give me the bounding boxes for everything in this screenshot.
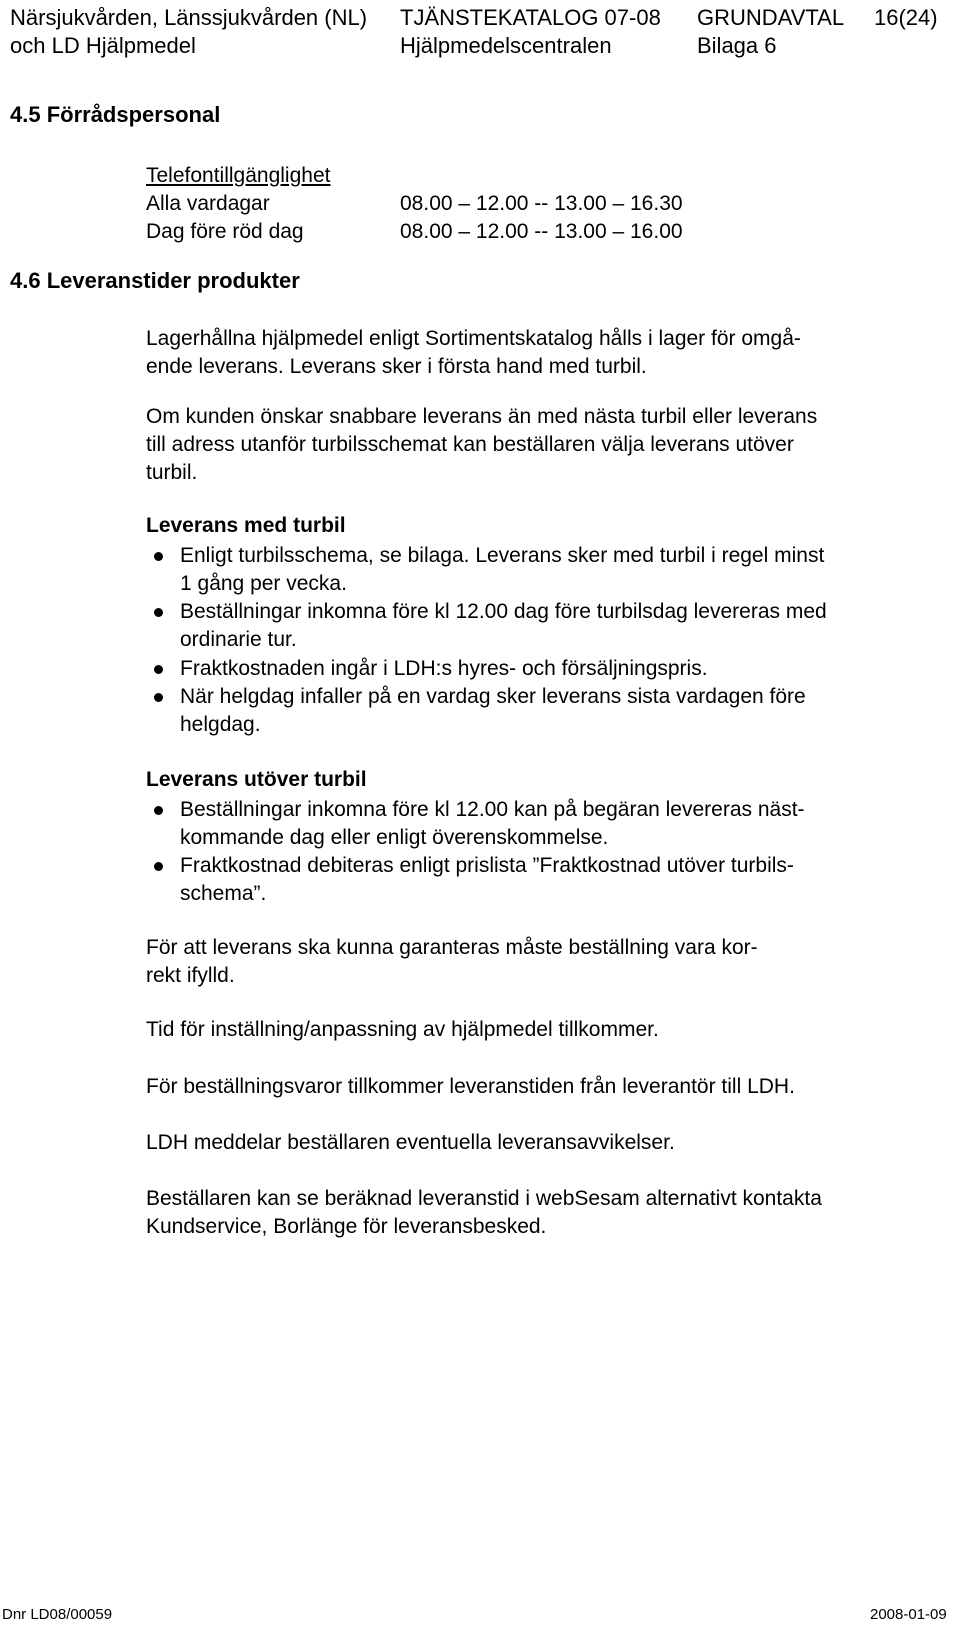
page-number: 16(24)	[874, 5, 938, 30]
bullet-line: När helgdag infaller på en vardag sker leverans sista vardagen före	[180, 685, 806, 708]
bullet-line: helgdag.	[180, 713, 261, 736]
hours-row-label: Dag före röd dag	[146, 220, 304, 243]
bullet-dot	[154, 608, 163, 617]
header-catalog: TJÄNSTEKATALOG 07-08	[400, 5, 661, 30]
paragraph-line: Kundservice, Borlänge för leveransbesked.	[146, 1215, 547, 1238]
paragraph-line: Tid för inställning/anpassning av hjälpmedel tillkommer.	[146, 1018, 659, 1041]
hours-row-value: 08.00 – 12.00 -- 13.00 – 16.00	[400, 220, 683, 243]
bullet-line: Beställningar inkomna före kl 12.00 dag före turbilsdag levereras med	[180, 600, 827, 623]
bullet-dot	[154, 693, 163, 702]
bullet-line: Enligt turbilsschema, se bilaga. Leverans sker med turbil i regel minst	[180, 544, 825, 567]
paragraph-line: turbil.	[146, 461, 198, 484]
bullet-line: ordinarie tur.	[180, 628, 297, 651]
paragraph-line: Om kunden önskar snabbare leverans än med nästa turbil eller leverans	[146, 405, 818, 428]
turbil-heading: Leverans med turbil	[146, 514, 346, 537]
footer-doc-number: Dnr LD08/00059	[2, 1606, 113, 1623]
paragraph-line: till adress utanför turbilsschemat kan beställaren välja leverans utöver	[146, 433, 794, 456]
section-45-heading: 4.5 Förrådspersonal	[10, 102, 221, 127]
header-department: Hjälpmedelscentralen	[400, 33, 612, 58]
bullet-dot	[154, 862, 163, 871]
hours-row-value: 08.00 – 12.00 -- 13.00 – 16.30	[400, 192, 683, 215]
bullet-dot	[154, 806, 163, 815]
hours-row-label: Alla vardagar	[146, 192, 270, 215]
paragraph-line: Beställaren kan se beräknad leveranstid i webSesam alternativt kontakta	[146, 1187, 822, 1210]
extra-delivery-heading: Leverans utöver turbil	[146, 768, 367, 791]
paragraph-line: För beställningsvaror tillkommer leveranstiden från leverantör till LDH.	[146, 1075, 795, 1098]
paragraph-line: LDH meddelar beställaren eventuella leveransavvikelser.	[146, 1131, 675, 1154]
paragraph-line: Lagerhållna hjälpmedel enligt Sortimentskatalog hålls i lager för omgå-	[146, 327, 801, 350]
bullet-line: Fraktkostnad debiteras enligt prislista ”Fraktkostnad utöver turbils-	[180, 854, 794, 877]
header-unit: och LD Hjälpmedel	[10, 33, 196, 58]
header-appendix: Bilaga 6	[697, 33, 777, 58]
bullet-line: 1 gång per vecka.	[180, 572, 347, 595]
paragraph-line: För att leverans ska kunna garanteras måste beställning vara kor-	[146, 936, 758, 959]
bullet-dot	[154, 665, 163, 674]
bullet-line: schema”.	[180, 882, 267, 905]
bullet-line: kommande dag eller enligt överenskommelse.	[180, 826, 609, 849]
paragraph-line: ende leverans. Leverans sker i första hand med turbil.	[146, 355, 647, 378]
header-org: Närsjukvården, Länssjukvården (NL)	[10, 5, 368, 30]
bullet-line: Beställningar inkomna före kl 12.00 kan på begäran levereras näst-	[180, 798, 805, 821]
section-46-heading: 4.6 Leveranstider produkter	[10, 268, 300, 293]
phone-availability-heading: Telefontillgänglighet	[146, 164, 331, 187]
footer-date: 2008-01-09	[870, 1606, 947, 1623]
header-agreement: GRUNDAVTAL	[697, 5, 845, 30]
paragraph-line: rekt ifylld.	[146, 964, 235, 987]
bullet-line: Fraktkostnaden ingår i LDH:s hyres- och försäljningspris.	[180, 657, 708, 680]
bullet-dot	[154, 552, 163, 561]
